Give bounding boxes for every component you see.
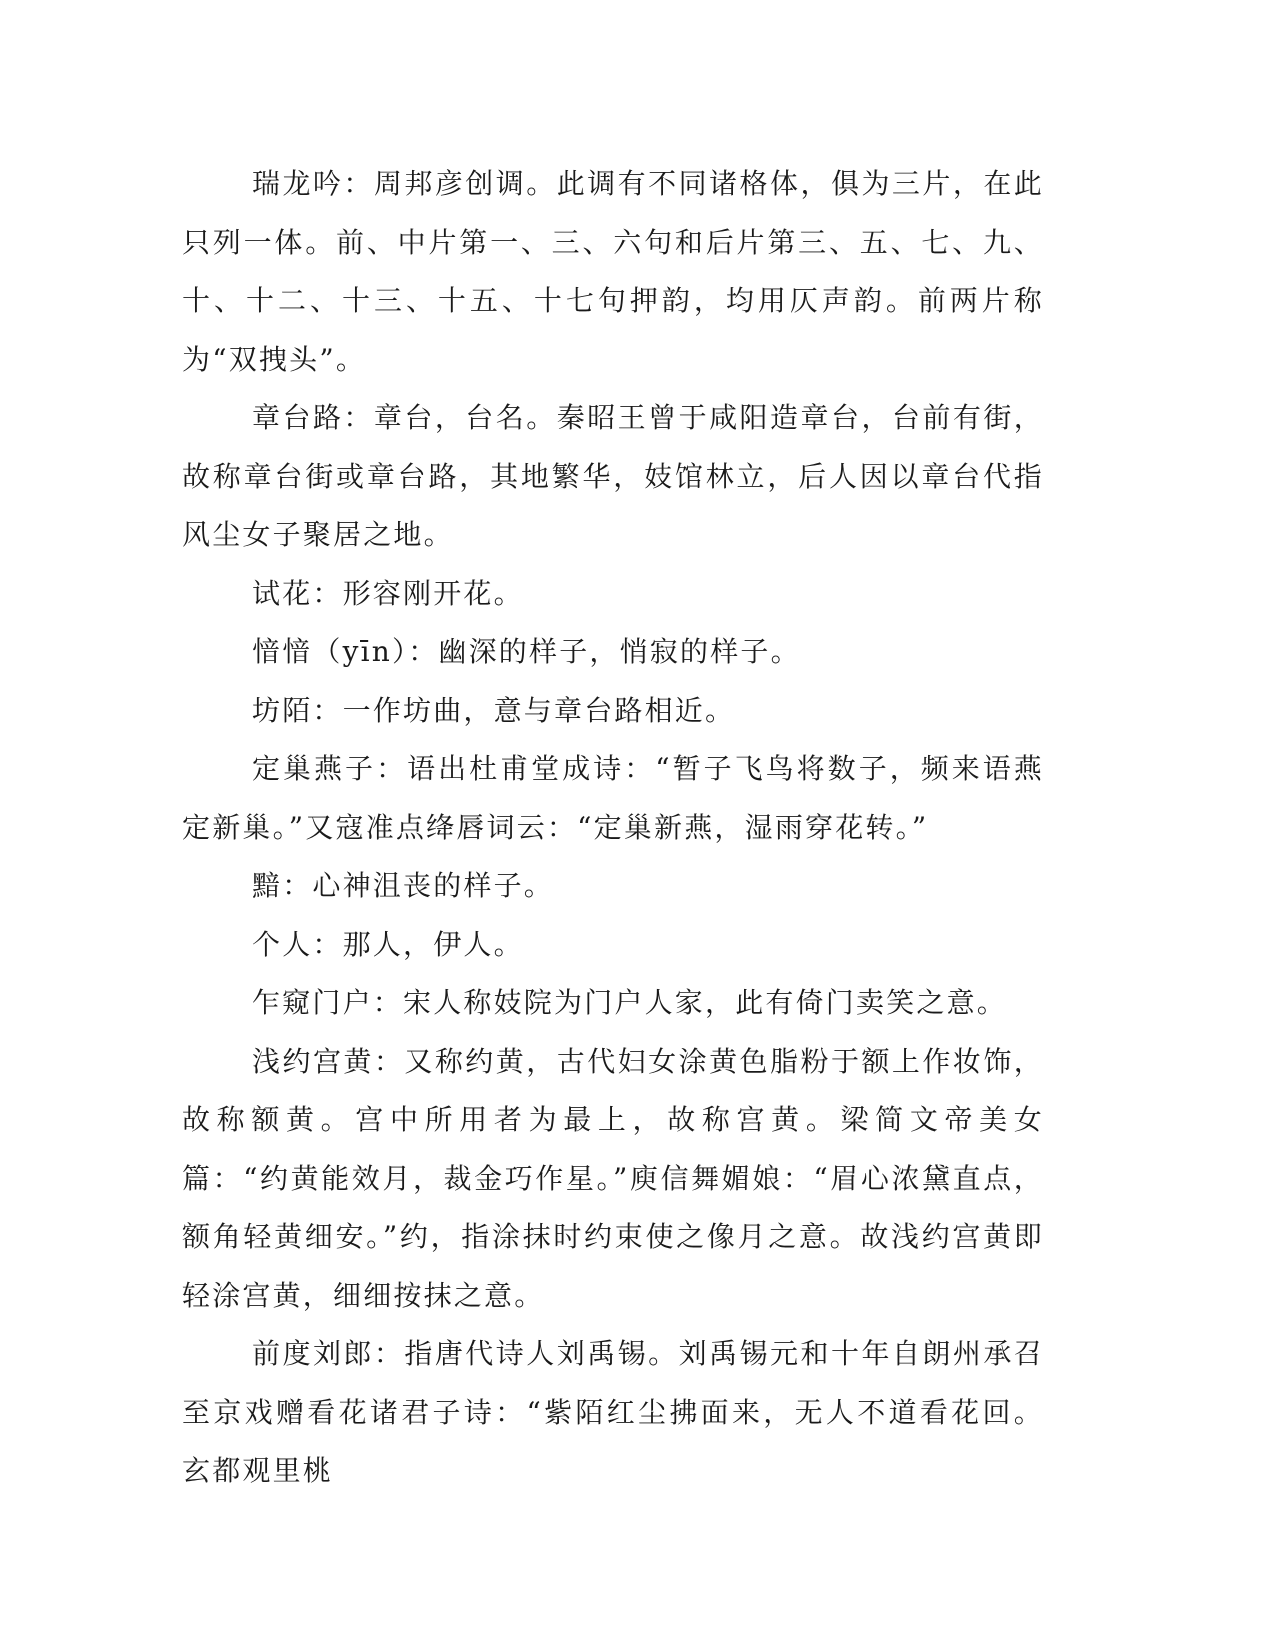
note-fangmo: 坊陌：一作坊曲，意与章台路相近。 (252, 693, 736, 727)
note-shihua: 试花：形容刚开花。 (252, 576, 524, 610)
annotation-text-body (182, 155, 1044, 1501)
note-dingchao-yanzi: 定巢燕子：语出杜甫堂成诗：“暂子飞鸟将数子，频来语燕定新巢。”又寇准点绛唇词云：“定巢新燕，湿雨穿花转。” (182, 752, 1044, 844)
note-geren: 个人：那人，伊人。 (252, 927, 524, 961)
note-qianyue-gonghuang: 浅约宫黄：又称约黄，古代妇女涂黄色脂粉于额上作妆饰，故称额黄。宫中所用者为最上，故称宫黄。梁简文帝美女篇：“约黄能效月，裁金巧作星。”庾信舞媚娘：“眉心浓黛直点，额角轻黄细安。”约，指涂抹时约束使之像月之意。故浅约宫黄即轻涂宫黄，细细按抹之意。 (182, 1044, 1044, 1312)
note-an: 黯：心神沮丧的样子。 (252, 869, 555, 902)
note-zhakui-menhu: 乍窥门户：宋人称妓院为门户人家，此有倚门卖笑之意。 (252, 986, 1008, 1019)
note-zhangtailu: 章台路：章台，台名。秦昭王曾于咸阳造章台，台前有街，故称章台街或章台路，其地繁华，妓馆林立，后人因以章台代指风尘女子聚居之地。 (182, 401, 1044, 551)
note-ruilongyin: 瑞龙吟：周邦彦创调。此调有不同诸格体，俱为三片，在此只列一体。前、中片第一、三、六句和后片第三、五、七、九、十、十二、十三、十五、十七句押韵，均用仄声韵。前两片称为“双拽头”。 (182, 167, 1044, 376)
note-qiandu-liulang: 前度刘郎：指唐代诗人刘禹锡。刘禹锡元和十年自朗州承召至京戏赠看花诸君子诗：“紫陌红尘拂面来，无人不道看花回。玄都观里桃 (182, 1337, 1044, 1487)
note-yinyin: 愔愔（yīn）：幽深的样子，悄寂的样子。 (252, 635, 801, 668)
